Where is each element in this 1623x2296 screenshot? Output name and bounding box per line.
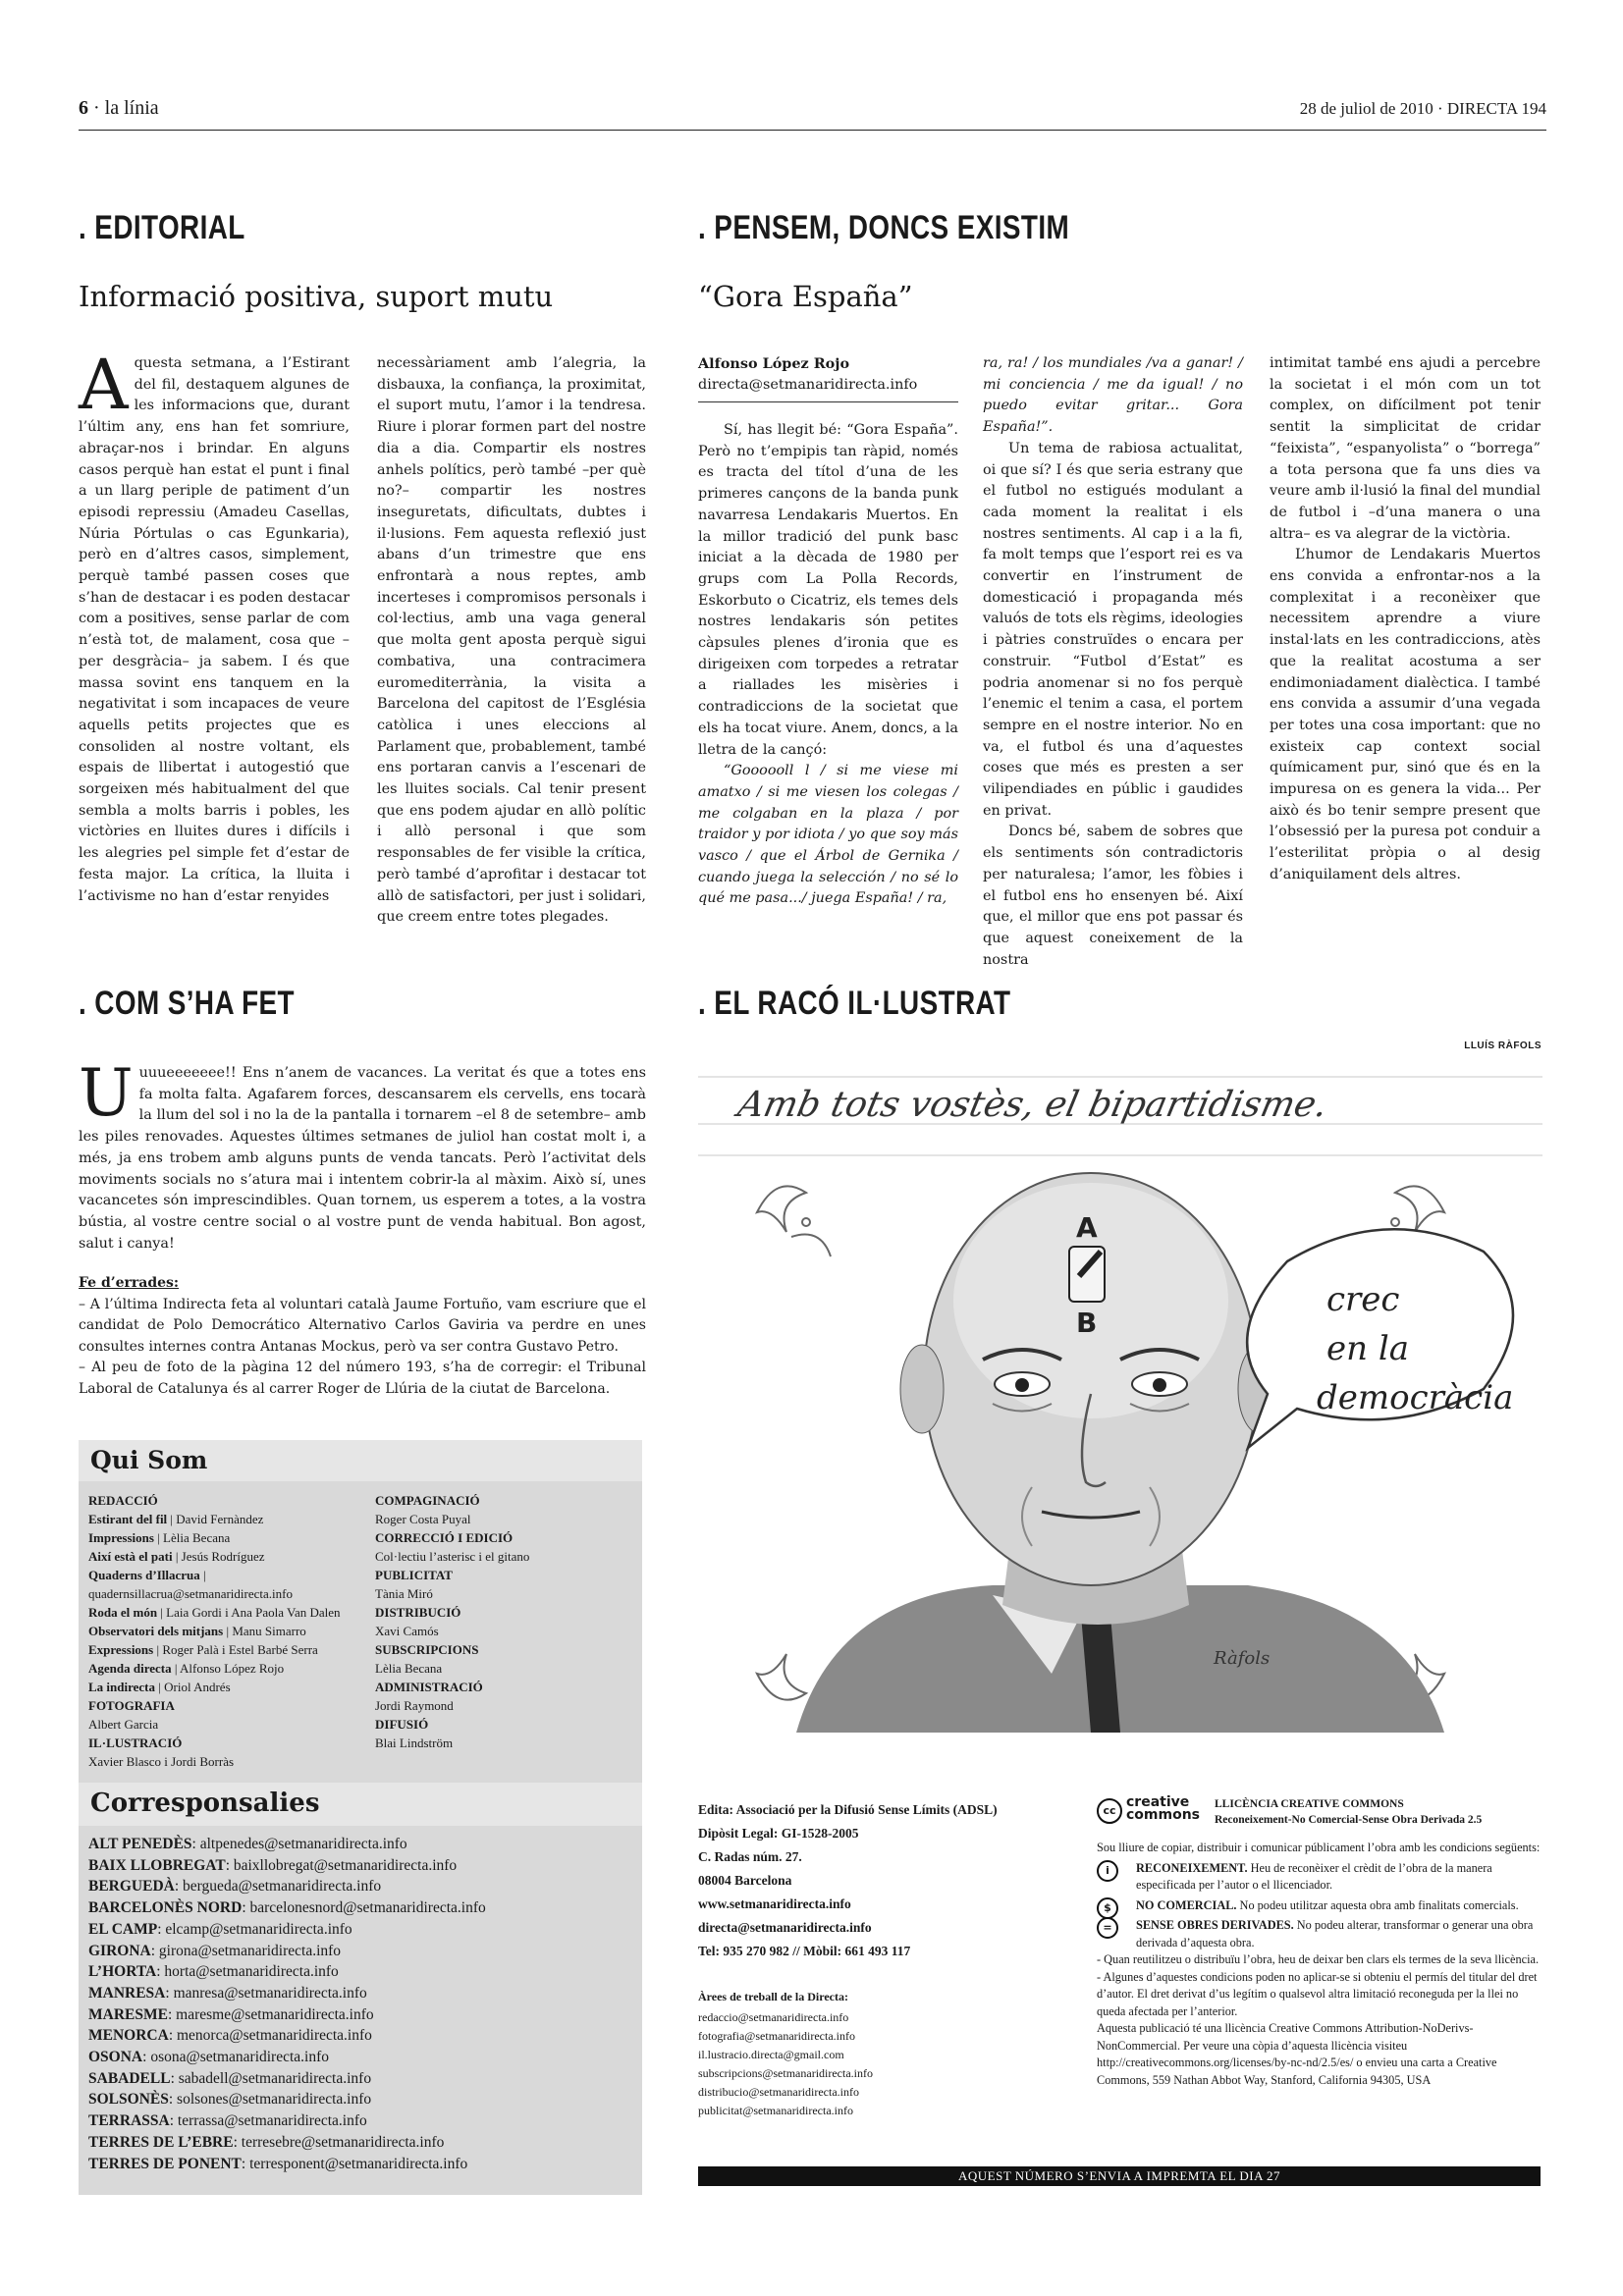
credit-line: Expressions | Roger Palà i Estel Barbé Serra <box>88 1642 318 1657</box>
corresponsalies-list <box>79 1826 642 2195</box>
attribution-icon: i <box>1097 1860 1118 1882</box>
pensem-subtitle: “Gora España” <box>698 280 913 313</box>
dropcap: A <box>79 345 129 425</box>
artist-signature: Ràfols <box>1214 1648 1271 1669</box>
work-area-email[interactable]: il.lustracio.directa@gmail.com <box>698 2048 844 2061</box>
correspondent-email[interactable]: terresebre@setmanaridirecta.info <box>241 2133 445 2151</box>
pensem-col-3: intimitat també ens ajudi a percebre la societat i el món com un tot complex, on difícilment pot tenir sentit la simplicitat de cridar “feixista”, “espanyolista” o “borrega” a tota persona que fa uns dies va veure amb il·lusió la final del mundial de futbol i –d’una manera o una altra– es va alegrar de la victòria. L’humor de Lendakaris Muertos ens convida a enfrontar-nos a la complexitat i a reconèixer que necessitem aprendre a viure instal·lats en les contradiccions, atès que la realitat acostuma a ser endimoniadament dialèctica. I també ens convida a assumir d’una vegada per totes una cosa important: que no existeix cap context social químicament pur, sinó que és en la impuresa on es genera la vida... Per això és bo tenir sempre present que l’obsessió per la puresa pot conduir a l’esterilitat pròpia o al desig d’aniquilament dels altres. <box>1270 355 1541 882</box>
credit-line: DISTRIBUCIÓ <box>375 1605 461 1620</box>
correspondent-line: ALT PENEDÈS: altpenedes@setmanaridirecta.info <box>88 1836 407 1852</box>
pensem-col-2: ra, ra! / los mundiales /va a ganar! / mi conciencia / me da igual! / no puedo evitar gritar... Gora España!”. Un tema de rabiosa actualitat, oi que sí? I és que seria estrany que el futbol no estigués modulant a cada moment la realitat i els nostres sentiments. Al cap i a la fi, fa molt temps que l’esport rei es va convertir en l’instrument de domesticació i propaganda més valuós de tots els règims, ideologies i pàtries construïdes o encara per construir. “Futbol d’Estat” es podria anomenar si no fos perquè l’enemic el tenim a casa, el portem sempre en el nostre interior. No en va, el futbol és una d’aquestes coses que més es presten a ser vilipendiades en públic i gaudides en privat. Doncs bé, sabem de sobres que els sentiments són contradictoris per naturalesa; l’amor, les fòbies i el futbol ens ho ensenyen bé. Així que, el millor que ens pot passar és que aquest coneixement de la nostra <box>983 355 1243 968</box>
correspondent-email[interactable]: baixllobregat@setmanaridirecta.info <box>233 1856 458 1874</box>
correspondent-email[interactable]: bergueda@setmanaridirecta.info <box>183 1878 382 1896</box>
credit-line: Lèlia Becana <box>375 1661 443 1676</box>
publisher-info <box>698 1798 1042 1963</box>
speech-line-1: crec <box>1326 1280 1400 1319</box>
credit-line: Impressions | Lèlia Becana <box>88 1530 231 1545</box>
cartoon-caption-handwritten: Amb tots vostès, el bipartidisme. <box>734 1083 1332 1125</box>
correspondent-line: OSONA: osona@setmanaridirecta.info <box>88 2049 330 2066</box>
correspondent-email[interactable]: manresa@setmanaridirecta.info <box>173 1984 367 2002</box>
correspondent-email[interactable]: terrassa@setmanaridirecta.info <box>177 2112 367 2130</box>
credit-line: PUBLICITAT <box>375 1568 453 1582</box>
work-area-email[interactable]: distribucio@setmanaridirecta.info <box>698 2085 859 2099</box>
no-derivatives-icon: = <box>1097 1917 1118 1939</box>
publisher-line[interactable]: www.setmanaridirecta.info <box>698 1896 851 1911</box>
correspondent-line: TERRASSA: terrassa@setmanaridirecta.info <box>88 2112 367 2130</box>
work-area-email[interactable]: subscripcions@setmanaridirecta.info <box>698 2066 873 2080</box>
correspondent-email[interactable]: terresponent@setmanaridirecta.info <box>249 2155 468 2172</box>
comshafet-body: Uuuueeeeeee!! Ens n’anem de vacances. La veritat és que a totes ens fa molta falta. Agafarem forces, descansarem els cervells, ens tocarà la llum del sol i no la de la pantalla i tornarem –el 8 de setembre– amb les piles renovades. Aquestes últimes setmanes de juliol han costat molt i, a més, ja ens trobem amb alguns punts de venda tancats. Però l’activitat dels moviments socials no s’atura mai i intentem cobrir-la al màxim. Això sí, unes vacancetes són imprescindibles. Quan tornem, us esperem a totes, a la vostra bústia, al vostre centre social o al vostre punt de venda habitual. Bon agost, salut i canya! <box>79 1055 646 1252</box>
credit-line: Observatori dels mitjans | Manu Simarro <box>88 1624 306 1638</box>
page-header <box>79 95 1546 131</box>
correspondent-line: GIRONA: girona@setmanaridirecta.info <box>88 1942 342 1959</box>
speech-line-2: en la <box>1326 1329 1409 1368</box>
correspondent-email[interactable]: elcamp@setmanaridirecta.info <box>165 1920 352 1938</box>
qui-som-col-2 <box>375 1491 630 1752</box>
publisher-line[interactable]: directa@setmanaridirecta.info <box>698 1920 872 1935</box>
credit-line: Xavi Camós <box>375 1624 439 1638</box>
correspondent-line: TERRES DE PONENT: terresponent@setmanaridirecta.info <box>88 2155 468 2172</box>
publisher-line: Edita: Associació per la Difusió Sense Límits (ADSL) <box>698 1802 998 1817</box>
credit-line: Jordi Raymond <box>375 1698 454 1713</box>
illustrator-credit: LLUÍS RÀFOLS <box>1464 1041 1542 1051</box>
correspondent-line: BAIX LLOBREGAT: baixllobregat@setmanaridirecta.info <box>88 1856 458 1874</box>
credit-line: SUBSCRIPCIONS <box>375 1642 479 1657</box>
credit-line: La indirecta | Oriol Andrés <box>88 1680 231 1694</box>
credit-line: Blai Lindström <box>375 1735 454 1750</box>
credit-line: Així està el pati | Jesús Rodríguez <box>88 1549 265 1564</box>
credit-line: Tània Miró <box>375 1586 433 1601</box>
publisher-line: 08004 Barcelona <box>698 1873 792 1888</box>
author-name: Alfonso López Rojo <box>698 355 850 372</box>
cartoon-illustration <box>698 1065 1542 1733</box>
publisher-line: C. Radas núm. 27. <box>698 1849 802 1864</box>
switch-label-a: A <box>1076 1211 1098 1244</box>
correspondent-line: SOLSONÈS: solsones@setmanaridirecta.info <box>88 2091 372 2109</box>
credit-line: Roger Costa Puyal <box>375 1512 471 1526</box>
print-date-bar: AQUEST NÚMERO S’ENVIA A IMPREMTA EL DIA 27 <box>698 2166 1541 2186</box>
correspondent-line: BARCELONÈS NORD: barcelonesnord@setmanaridirecta.info <box>88 1899 486 1917</box>
credit-line: Quaderns d’Illacrua | quadernsillacrua@setmanaridirecta.info <box>88 1568 293 1601</box>
page-section: 6 · la línia <box>79 97 159 119</box>
corresponsalies-title: Corresponsalies <box>79 1783 642 1826</box>
qui-som-box <box>79 1440 642 1820</box>
credit-line: Xavier Blasco i Jordi Borràs <box>88 1754 235 1769</box>
cc-logo-icon: cc <box>1097 1798 1122 1824</box>
qui-som-title: Qui Som <box>79 1440 642 1481</box>
work-area-email[interactable]: fotografia@setmanaridirecta.info <box>698 2029 855 2043</box>
correspondent-email[interactable]: maresme@setmanaridirecta.info <box>176 2005 374 2023</box>
speech-line-3: democràcia <box>1317 1378 1514 1417</box>
credit-line: Albert Garcia <box>88 1717 159 1732</box>
work-areas: Àrees de treball de la Directa: redaccio@setmanaridirecta.info fotografia@setmanaridirecta.info il.lustracio.directa@gmail.com subscripcions@setmanaridirecta.info distribucio@setmanaridirecta.info publicitat@setmanaridirecta.info <box>698 1988 1042 2120</box>
issue-date: 28 de juliol de 2010 · DIRECTA 194 <box>1299 99 1546 118</box>
qui-som-body <box>79 1481 642 1820</box>
correspondent-email[interactable]: osona@setmanaridirecta.info <box>150 2049 330 2066</box>
credit-line: CORRECCIÓ I EDICIÓ <box>375 1530 514 1545</box>
work-area-email[interactable]: redaccio@setmanaridirecta.info <box>698 2010 849 2024</box>
correspondent-line: MENORCA: menorca@setmanaridirecta.info <box>88 2027 372 2045</box>
errata: Fe d’errades: – A l’última Indirecta feta al voluntari català Jaume Fortuño, vam escriure que el candidat de Polo Democrático Alternativo Carlos Gaviria va perdre en unes consultes internes contra Antanas Mockus, però va ser contra Gustavo Petro. – Al peu de foto de la pàgina 12 del número 193, s’ha de corregir: el Tribunal Laboral de Catalunya és al carrer Roger de Llúria de la ciutat de Barcelona. <box>79 1275 646 1397</box>
raco-title: . EL RACÓ IL·LUSTRAT <box>698 985 1011 1022</box>
pensem-col-1: Sí, has llegit bé: “Gora España”. Però no t’empipis tan ràpid, només es tracta del títol d’una de les primeres cançons de la banda punk navarresa Lendakaris Muertos. En la millor tradició del punk basc iniciat a la dècada de 1980 per grups com La Polla Records, Eskorbuto o Cicatriz, els temes dels nostres lendakaris són petites càpsules plenes d’ironia que es dirigeixen com torpedes a retratar a riallades les misèries i contradiccions de la societat que els ha tocat viure. Anem, doncs, a la lletra de la cançó: “Goooooll l / si me viese mi amatxo / si me viesen los colegas / me colgaban en la plaza / por traidor y por idiota / yo que soy más vasco / que el Árbol de Gernika / cuando juega la selección / no sé lo qué me pasa.../ juega España! / ra, <box>698 422 958 907</box>
correspondent-email[interactable]: menorca@setmanaridirecta.info <box>177 2027 372 2045</box>
credit-line: Estirant del fil | David Fernàndez <box>88 1512 264 1526</box>
credit-line: ADMINISTRACIÓ <box>375 1680 483 1694</box>
correspondent-line: MANRESA: manresa@setmanaridirecta.info <box>88 1984 367 2002</box>
credit-line: Roda el món | Laia Gordi i Ana Paola Van Dalen <box>88 1605 341 1620</box>
credit-line: FOTOGRAFIA <box>88 1698 175 1713</box>
correspondent-line: L’HORTA: horta@setmanaridirecta.info <box>88 1963 339 1981</box>
correspondent-line: SABADELL: sabadell@setmanaridirecta.info <box>88 2069 372 2087</box>
correspondent-line: EL CAMP: elcamp@setmanaridirecta.info <box>88 1920 352 1938</box>
credit-line: IL·LUSTRACIÓ <box>88 1735 183 1750</box>
credit-line: REDACCIÓ <box>88 1493 158 1508</box>
switch-label-b: B <box>1076 1307 1098 1339</box>
correspondent-email[interactable]: solsones@setmanaridirecta.info <box>177 2091 372 2109</box>
editorial-title: . EDITORIAL <box>79 209 245 246</box>
editorial-col-2: necessàriament amb l’alegria, la disbauxa, la confiança, la proximitat, el suport mutu, l’amor i la tendresa. Riure i plorar formen part del nostre dia a dia. Compartir els nostres anhels polítics, però també –per què no?– compartir les nostres inseguretats, dificultats, dubtes i il·lusions. Fem aquesta reflexió just abans d’un trimestre que ens enfrontarà a nous reptes, amb incerteses i compromisos personals i col·lectius, amb una vaga general que molta gent aposta perquè sigui combativa, una contracimera euromediterrània, la visita a Barcelona del capitost de l’Església catòlica i unes eleccions al Parlament que, probablement, també ens portaran canvis a l’escenari de les lluites socials. Cal tenir present que ens podem ajudar en allò polític i allò personal i que som responsables de fer visible la crítica, però també d’aprofitar i destacar tot allò de satisfactori, per just i solidari, que creem entre totes plegades. <box>377 355 646 926</box>
credit-line: COMPAGINACIÓ <box>375 1493 480 1508</box>
qui-som-col-1 <box>88 1491 353 1771</box>
illustration <box>698 1065 1542 1733</box>
correspondent-email[interactable]: altpenedes@setmanaridirecta.info <box>199 1836 407 1852</box>
comshafet-title: . COM S’HA FET <box>79 985 296 1022</box>
correspondent-line: MARESME: maresme@setmanaridirecta.info <box>88 2005 374 2023</box>
correspondent-email[interactable]: horta@setmanaridirecta.info <box>164 1963 339 1981</box>
non-commercial-icon: $ <box>1097 1897 1118 1919</box>
correspondent-line: BERGUEDÀ: bergueda@setmanaridirecta.info <box>88 1878 382 1896</box>
pensem-byline <box>698 353 958 402</box>
editorial-col-1: Aquesta setmana, a l’Estirant del fil, destaquem algunes de les informacions que, durant l’últim any, ens han fet somriure, abraçar-nos i brindar. En alguns casos perquè han estat el punt i final a un llarg periple de patiment d’un episodi repressiu (Amadeu Casellas, Núria Pórtulas o cas Egunkaria), però en d’altres casos, simplement, perquè també passen coses que s’han de destacar i es poden destacar com a positives, sense parlar de com n’està tot, de malament, cosa que –per desgràcia– ja sabem. I és que massa sovint ens tanquem en la negativitat i som incapaces de veure aquells petits projectes que es consoliden al nostre voltant, els espais de llibertat i autogestió que sorgeixen més habitualment del que sembla a molts barris i pobles, les victòries en lluites dures i difícils i les alegries pel simple fet d’estar de festa major. La crítica, la lluita i l’activisme no han d’estar renyides <box>79 345 350 904</box>
publisher-line: Dipòsit Legal: GI-1528-2005 <box>698 1826 859 1841</box>
credit-line: DIFUSIÓ <box>375 1717 429 1732</box>
credit-line: Agenda directa | Alfonso López Rojo <box>88 1661 285 1676</box>
correspondent-email[interactable]: girona@setmanaridirecta.info <box>158 1942 342 1959</box>
cc-logo-text: creative commons <box>1126 1794 1201 1823</box>
credit-line: Col·lectiu l’asterisc i el gitano <box>375 1549 530 1564</box>
correspondent-line: TERRES DE L’EBRE: terresebre@setmanaridirecta.info <box>88 2133 445 2151</box>
work-area-email[interactable]: publicitat@setmanaridirecta.info <box>698 2104 853 2117</box>
author-email[interactable]: directa@setmanaridirecta.info <box>698 377 918 393</box>
editorial-subtitle: Informació positiva, suport mutu <box>79 280 554 313</box>
correspondent-email[interactable]: sabadell@setmanaridirecta.info <box>178 2069 372 2087</box>
publisher-line: Tel: 935 270 982 // Mòbil: 661 493 117 <box>698 1944 911 1958</box>
pensem-title: . PENSEM, DONCS EXISTIM <box>698 209 1070 246</box>
license-box: cc creative commons LLICÈNCIA CREATIVE COMMONS Reconeixement-No Comercial-Sense Obra Derivada 2.5 Sou lliure de copiar, distribuir i comunicar públicament l’obra amb les condicions següents: i RECONEIXEMENT. Heu de reconèixer el crèdit de l’obra de la manera especificada per l’autor o el llicenciador. $ NO COMERCIAL. No podeu utilitzar aquesta obra amb finalitats comercials. = SENSE OBRES DERIVADES. No podeu alterar, transformar o generar una obra derivada d’aquesta obra. - Quan reutilitzeu o distribuïu l’obra, heu de deixar ben clars els termes de la seva llicència. - Algunes d’aquestes condicions poden no aplicar-se si obteniu el permís del titular del dret d’autor. El dret derivat d’us legítim o qualsevol altra limitació reconeguda per la llei no queda afectada per l’anterior. Aquesta publicació té una llicència Creative Commons Attribution-NoDerivs- NonCommercial. Per veure una còpia d’aquesta llicència visiteu http://creativecommons.org/licenses/by-nc-nd/2.5/es/ o envieu una carta a Creative Commons, 559 Nathan Abbot Way, Stanford, California 94305, USA <box>1097 1794 1541 2087</box>
corresponsalies-box <box>79 1783 642 2195</box>
correspondent-email[interactable]: barcelonesnord@setmanaridirecta.info <box>249 1899 486 1917</box>
